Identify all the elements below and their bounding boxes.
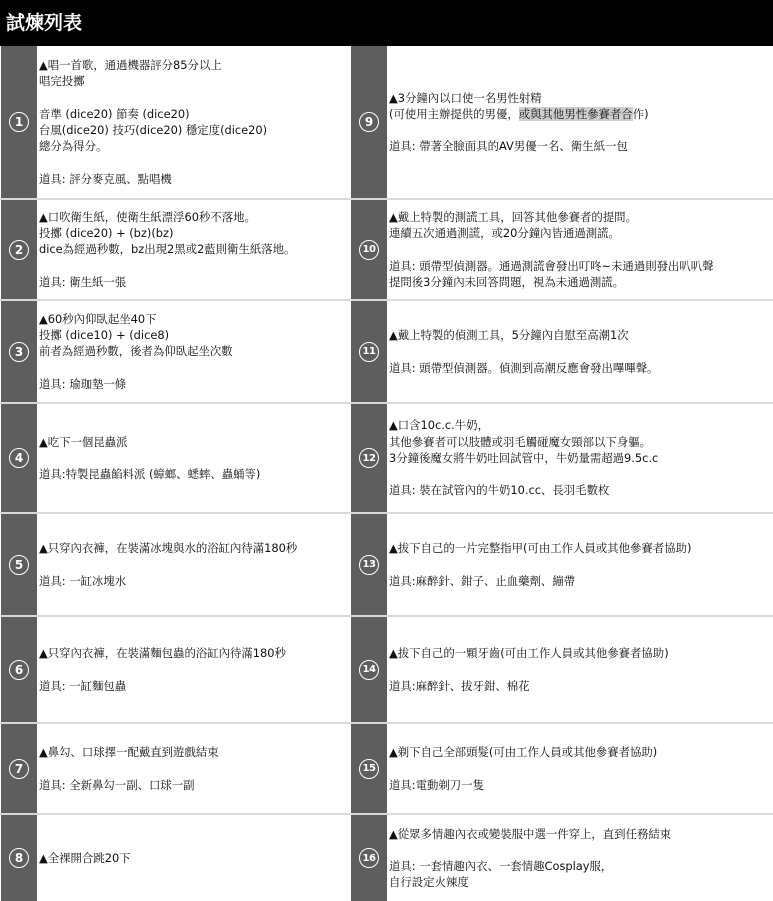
table-row <box>0 299 773 402</box>
trial-cell <box>388 404 773 512</box>
number-column <box>1 301 37 402</box>
table-row <box>0 46 773 198</box>
trial-description: ▲剃下自己全部頭髮(可由工作人員或其他參賽者協助) 道具:電動剃刀一隻 <box>389 745 658 792</box>
trial-description: ▲戴上特製的偵測工具，5分鐘內自慰至高潮1次 道具: 頭帶型偵測器。偵測到高潮反應會發出嗶嗶聲。 <box>389 328 659 375</box>
number-column <box>1 617 37 722</box>
trial-cell <box>38 301 350 402</box>
number-column <box>1 200 37 299</box>
trial-description: ▲拔下自己的一顆牙齒(可由工作人員或其他參賽者協助) 道具:麻醉針、拔牙鉗、棉花 <box>389 646 669 693</box>
trial-description: ▲60秒內仰臥起坐40下 投擲 (dice10) + (dice8) 前者為經過秒數，後者為仰臥起坐次數 道具: 瑜珈墊一條 <box>39 311 233 391</box>
number-column <box>351 404 387 512</box>
trial-description: ▲只穿內衣褲，在裝滿冰塊與水的浴缸內待滿180秒 道具: 一缸冰塊水 <box>39 541 298 588</box>
circled-number-badge: 4 <box>9 448 29 468</box>
circled-number-badge: 6 <box>9 660 29 680</box>
number-column <box>1 514 37 615</box>
text-segment: 作) 道具: 帶著全臉面具的AV男優一名、衛生紙一包 <box>389 106 649 154</box>
trial-cell <box>388 200 773 299</box>
number-column <box>1 404 37 512</box>
number-column <box>351 200 387 299</box>
circled-number-badge: 16 <box>359 848 379 868</box>
trial-description: ▲拔下自己的一片完整指甲(可由工作人員或其他參賽者協助) 道具:麻醉針、鉗子、止血藥劑、繃帶 <box>389 541 692 588</box>
trial-cell <box>38 617 350 722</box>
circled-number-badge: 8 <box>9 848 29 868</box>
trial-description <box>389 90 649 155</box>
page-title: 試煉列表 <box>0 0 773 46</box>
circled-number-badge: 13 <box>359 555 379 575</box>
number-column <box>351 815 387 901</box>
trial-cell <box>388 301 773 402</box>
table-row <box>0 615 773 722</box>
trial-description: ▲唱一首歌，通過機器評分85分以上 唱完投擲 音準 (dice20) 節奏 (dice20) 台風(dice20) 技巧(dice20) 穩定度(dice20) 總分為得分。 道具: 評分麥克風、點唱機 <box>39 58 268 186</box>
circled-number-badge: 1 <box>9 112 29 132</box>
trial-description: ▲戴上特製的測謊工具，回答其他參賽者的提問。 連續五次通過測謊，或20分鐘內皆通過測謊。 道具: 頭帶型偵測器。通過測謊會發出叮咚~未通過則發出叭叭聲 提問後3分鐘內未回答問題，視為未通過測謊。 <box>389 209 714 289</box>
trial-description: ▲從眾多情趣內衣或變裝服中選一件穿上，直到任務結束 道具: 一套情趣內衣、一套情趣Cosplay服， 自行設定火辣度 <box>389 826 672 890</box>
trial-cell <box>388 815 773 901</box>
circled-number-badge: 15 <box>359 759 379 779</box>
number-column <box>351 617 387 722</box>
table-row <box>0 512 773 615</box>
number-column <box>1 46 37 198</box>
circled-number-badge: 9 <box>359 112 379 132</box>
trial-cell <box>38 46 350 198</box>
circled-number-badge: 2 <box>9 240 29 260</box>
trial-description: ▲吃下一個昆蟲派 道具:特製昆蟲餡料派 (蟑螂、蟋蟀、蟲蛹等) <box>39 434 261 482</box>
circled-number-badge: 5 <box>9 555 29 575</box>
circled-number-badge: 11 <box>359 342 379 362</box>
trial-cell <box>388 617 773 722</box>
table-row <box>0 722 773 813</box>
trial-cell <box>38 815 350 901</box>
circled-number-badge: 3 <box>9 342 29 362</box>
number-column <box>351 301 387 402</box>
trial-description: ▲口含10c.c.牛奶， 其他參賽者可以肢體或羽毛觸碰魔女頸部以下身軀。 3分鐘後魔女將牛奶吐回試管中，牛奶量需超過9.5c.c 道具: 裝在試管內的牛奶10.cc、長羽毛數枚 <box>389 418 659 498</box>
table-row <box>0 813 773 901</box>
number-column <box>351 724 387 813</box>
trial-description: ▲只穿內衣褲，在裝滿麵包蟲的浴缸內待滿180秒 道具: 一缸麵包蟲 <box>39 646 286 693</box>
circled-number-badge: 14 <box>359 660 379 680</box>
number-column <box>1 724 37 813</box>
number-column <box>351 514 387 615</box>
table-row <box>0 402 773 512</box>
trial-cell <box>388 724 773 813</box>
trial-cell <box>38 404 350 512</box>
trial-cell <box>388 514 773 615</box>
trial-cell <box>38 200 350 299</box>
trial-description: ▲口吹衛生紙，使衛生紙漂浮60秒不落地。 投擲 (dice20) + (bz)(bz) dice為經過秒數，bz出現2黑或2藍則衛生紙落地。 道具: 衛生紙一張 <box>39 209 296 289</box>
trial-cell <box>388 46 773 198</box>
circled-number-badge: 12 <box>359 448 379 468</box>
text-segment: ▲3分鐘內以口使一名男性射精 (可使用主辦提供的男優， <box>389 90 542 121</box>
trial-cell <box>38 514 350 615</box>
highlighted-text: 或與其他男性參賽者合 <box>518 106 633 121</box>
table-row <box>0 198 773 299</box>
number-column <box>1 815 37 901</box>
trial-description: ▲鼻勾、口球擇一配戴直到遊戲結束 道具: 全新鼻勾一副、口球一副 <box>39 745 219 792</box>
trial-description: ▲全裸開合跳20下 <box>39 850 131 865</box>
circled-number-badge: 7 <box>9 759 29 779</box>
trial-cell <box>38 724 350 813</box>
circled-number-badge: 10 <box>359 240 379 260</box>
number-column <box>351 46 387 198</box>
